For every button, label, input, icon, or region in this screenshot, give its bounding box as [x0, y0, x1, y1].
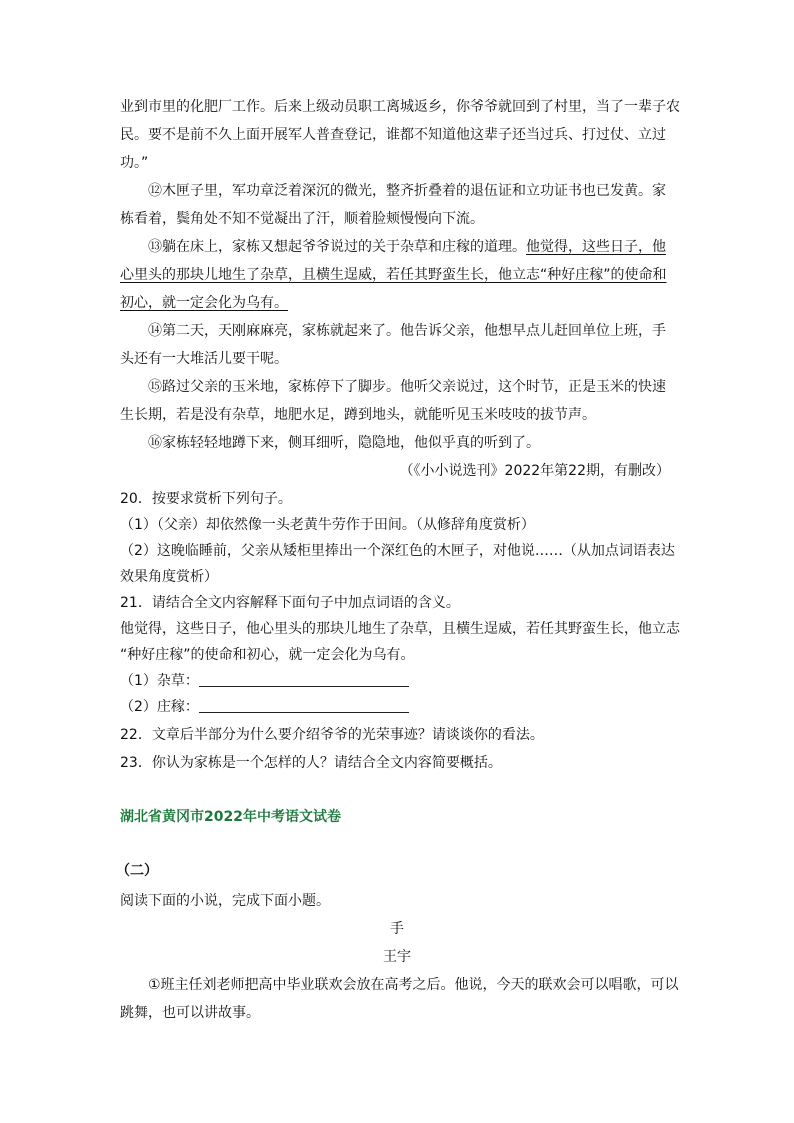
question-21-2 — [120, 696, 409, 716]
part-label: （二） — [116, 863, 158, 879]
paragraph-line: 业到市里的化肥厂工作。后来上级动员职工离城返乡，你爷爷就回到了村里，当了一辈子农 — [120, 99, 680, 115]
question-21-1 — [120, 670, 409, 690]
story-paragraph-1: 跳舞，也可以讲故事。 — [120, 1005, 260, 1021]
question-20-2: 效果角度赏析） — [120, 569, 218, 585]
paragraph-16-line: ⑯家栋轻轻地蹲下来，侧耳细听，隐隐地，他似乎真的听到了。 — [148, 435, 540, 451]
question-21-sentence: 他觉得，这些日子，他心里头的那块儿地生了杂草，且横生逞威，若任其野蛮生长，他立志 — [120, 621, 680, 637]
story-paragraph-1: ①班主任刘老师把高中毕业联欢会放在高考之后。他说，今天的联欢会可以唱歌，可以 — [148, 977, 679, 993]
section-title: 湖北省黄冈市2022年中考语文试卷 — [120, 809, 341, 825]
paragraph-15-line: 生长期，若是没有杂草，地肥水足，蹲到地头，就能听见玉米吱吱的拔节声。 — [120, 407, 596, 423]
paragraph-14-line: 头还有一大堆活儿要干呢。 — [120, 351, 288, 367]
question-20-2: （2）这晚临睡前，父亲从矮柜里捧出一个深红色的木匣子，对他说……（从加点词语表达 — [120, 543, 675, 559]
paragraph-15-line: ⑮路过父亲的玉米地，家栋停下了脚步。他听父亲说过，这个时节，正是玉米的快速 — [148, 379, 666, 395]
question-21: 21．请结合全文内容解释下面句子中加点词语的含义。 — [120, 595, 460, 611]
paragraph-13-line — [148, 236, 666, 256]
paragraph-line: 功。” — [120, 155, 149, 171]
question-21-2-label: （2）庄稼： — [120, 699, 199, 715]
underlined-sentence: 初心，就一定会化为乌有。 — [120, 295, 288, 311]
paragraph-13-text: ⑬躺在床上，家栋又想起爷爷说过的关于杂草和庄稼的道理。 — [148, 239, 526, 255]
question-20: 20．按要求赏析下列句子。 — [120, 491, 292, 507]
story-author: 王宇 — [383, 949, 411, 965]
question-21-sentence: “种好庄稼”的使命和初心，就一定会化为乌有。 — [120, 647, 415, 663]
paragraph-line: 民。要不是前不久上面开展军人普查登记，谁都不知道他这辈子还当过兵、打过仗、立过 — [120, 127, 666, 143]
question-22: 22．文章后半部分为什么要介绍爷爷的光荣事迹？请谈谈你的看法。 — [120, 727, 544, 743]
paragraph-12-line: 栋看着，鬓角处不知不觉凝出了汗，顺着脸颊慢慢向下流。 — [120, 211, 484, 227]
question-23: 23．你认为家栋是一个怎样的人？请结合全文内容简要概括。 — [120, 755, 502, 771]
question-20-1: （1）（父亲）却依然像一头老黄牛劳作于田间。（从修辞角度赏析） — [120, 517, 535, 533]
answer-blank — [199, 698, 409, 713]
underlined-sentence: 他觉得，这些日子，他 — [526, 239, 666, 255]
story-title: 手 — [390, 921, 404, 937]
paragraph-14-line: ⑭第二天，天刚麻麻亮，家栋就起来了。他告诉父亲，他想早点儿赶回单位上班，手 — [148, 323, 666, 339]
question-21-1-label: （1）杂草： — [120, 673, 199, 689]
paragraph-12-line: ⑫木匣子里，军功章泛着深沉的微光，整齐折叠着的退伍证和立功证书也已发黄。家 — [148, 183, 666, 199]
reading-instruction: 阅读下面的小说，完成下面小题。 — [120, 893, 330, 909]
underlined-sentence: 心里头的那块儿地生了杂草，且横生逞威，若任其野蛮生长，他立志“种好庄稼”的使命和 — [120, 267, 667, 283]
answer-blank — [199, 672, 409, 687]
source-citation: （《小小说选刊》2022年第22期，有删改） — [399, 463, 670, 479]
